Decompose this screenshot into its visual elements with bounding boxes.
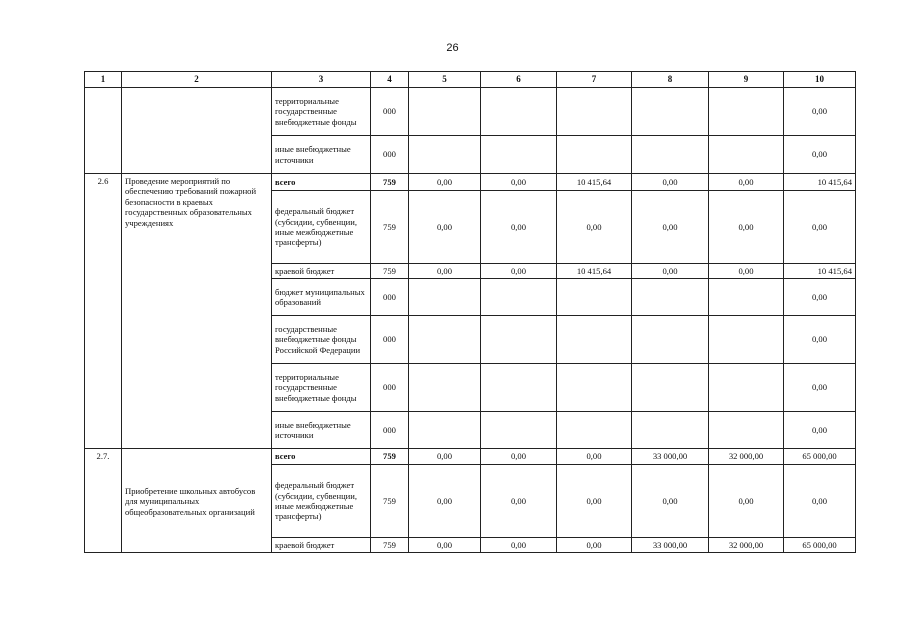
value-cell: 0,00 xyxy=(557,449,632,465)
total-cell: 0,00 xyxy=(784,279,856,316)
total-cell: 0,00 xyxy=(784,316,856,364)
value-cell: 32 000,00 xyxy=(709,538,784,553)
code-cell: 000 xyxy=(371,412,409,449)
code-cell: 759 xyxy=(371,449,409,465)
source-cell: федеральный бюджет (субсидии, субвенции, иные межбюджетные трансферты) xyxy=(272,465,371,538)
value-cell: 33 000,00 xyxy=(632,449,709,465)
total-cell: 10 415,64 xyxy=(784,174,856,191)
header-cell: 1 xyxy=(85,72,122,88)
value-cell: 0,00 xyxy=(632,191,709,264)
item-number-cell: 2.7. xyxy=(85,449,122,553)
code-cell: 759 xyxy=(371,465,409,538)
value-cell: 0,00 xyxy=(481,449,557,465)
total-cell: 65 000,00 xyxy=(784,538,856,553)
code-cell: 759 xyxy=(371,191,409,264)
total-cell: 0,00 xyxy=(784,88,856,136)
value-cell xyxy=(709,364,784,412)
source-cell: иные внебюджетные источники xyxy=(272,412,371,449)
header-cell: 6 xyxy=(481,72,557,88)
value-cell xyxy=(481,412,557,449)
value-cell: 0,00 xyxy=(481,191,557,264)
header-cell: 4 xyxy=(371,72,409,88)
total-cell: 0,00 xyxy=(784,136,856,174)
value-cell: 33 000,00 xyxy=(632,538,709,553)
total-cell: 0,00 xyxy=(784,465,856,538)
value-cell xyxy=(481,364,557,412)
value-cell: 0,00 xyxy=(709,191,784,264)
value-cell: 0,00 xyxy=(409,449,481,465)
value-cell xyxy=(557,316,632,364)
item-name-cell: Приобретение школьных автобусов для муниципальных общеобразовательных организаций xyxy=(122,449,272,553)
value-cell xyxy=(409,136,481,174)
value-cell: 10 415,64 xyxy=(557,264,632,279)
value-cell: 0,00 xyxy=(557,191,632,264)
value-cell: 0,00 xyxy=(409,174,481,191)
value-cell xyxy=(632,136,709,174)
source-cell: территориальные государственные внебюджетные фонды xyxy=(272,88,371,136)
budget-table xyxy=(84,71,856,553)
value-cell xyxy=(557,412,632,449)
header-cell: 9 xyxy=(709,72,784,88)
header-cell: 7 xyxy=(557,72,632,88)
value-cell: 0,00 xyxy=(481,174,557,191)
value-cell: 0,00 xyxy=(409,465,481,538)
value-cell xyxy=(632,88,709,136)
value-cell: 10 415,64 xyxy=(557,174,632,191)
header-cell: 5 xyxy=(409,72,481,88)
header-cell: 3 xyxy=(272,72,371,88)
total-cell: 65 000,00 xyxy=(784,449,856,465)
table-row xyxy=(85,88,856,136)
value-cell: 0,00 xyxy=(409,538,481,553)
value-cell xyxy=(709,136,784,174)
table-row xyxy=(85,449,856,465)
item-name-cell xyxy=(122,88,272,174)
source-cell: федеральный бюджет (субсидии, субвенции, иные межбюджетные трансферты) xyxy=(272,191,371,264)
code-cell: 000 xyxy=(371,316,409,364)
item-number-cell xyxy=(85,88,122,174)
value-cell xyxy=(409,364,481,412)
value-cell: 0,00 xyxy=(709,174,784,191)
value-cell xyxy=(709,412,784,449)
total-cell: 10 415,64 xyxy=(784,264,856,279)
source-cell: всего xyxy=(272,174,371,191)
source-cell: краевой бюджет xyxy=(272,264,371,279)
code-cell: 759 xyxy=(371,538,409,553)
value-cell: 0,00 xyxy=(632,465,709,538)
value-cell: 0,00 xyxy=(632,264,709,279)
value-cell: 0,00 xyxy=(481,538,557,553)
value-cell xyxy=(409,412,481,449)
item-name-cell: Проведение мероприятий по обеспечению требований пожарной безопасности в краевых государственных образовательных учреждениях xyxy=(122,174,272,449)
source-cell: краевой бюджет xyxy=(272,538,371,553)
total-cell: 0,00 xyxy=(784,364,856,412)
value-cell: 0,00 xyxy=(557,465,632,538)
value-cell xyxy=(557,136,632,174)
value-cell: 0,00 xyxy=(409,191,481,264)
header-cell: 10 xyxy=(784,72,856,88)
source-cell: бюджет муниципальных образований xyxy=(272,279,371,316)
value-cell xyxy=(632,412,709,449)
value-cell: 0,00 xyxy=(481,465,557,538)
value-cell xyxy=(481,279,557,316)
value-cell xyxy=(557,88,632,136)
value-cell xyxy=(409,316,481,364)
value-cell: 0,00 xyxy=(409,264,481,279)
source-cell: государственные внебюджетные фонды Российской Федерации xyxy=(272,316,371,364)
value-cell: 32 000,00 xyxy=(709,449,784,465)
source-cell: всего xyxy=(272,449,371,465)
value-cell: 0,00 xyxy=(481,264,557,279)
table-row xyxy=(85,174,856,191)
value-cell xyxy=(632,316,709,364)
value-cell xyxy=(709,316,784,364)
header-cell: 8 xyxy=(632,72,709,88)
header-cell: 2 xyxy=(122,72,272,88)
value-cell: 0,00 xyxy=(709,264,784,279)
code-cell: 759 xyxy=(371,264,409,279)
value-cell xyxy=(481,136,557,174)
value-cell: 0,00 xyxy=(557,538,632,553)
value-cell xyxy=(557,364,632,412)
value-cell xyxy=(557,279,632,316)
code-cell: 759 xyxy=(371,174,409,191)
value-cell xyxy=(409,88,481,136)
code-cell: 000 xyxy=(371,364,409,412)
value-cell xyxy=(409,279,481,316)
header-row xyxy=(85,72,856,88)
total-cell: 0,00 xyxy=(784,191,856,264)
value-cell xyxy=(709,279,784,316)
code-cell: 000 xyxy=(371,88,409,136)
value-cell xyxy=(632,364,709,412)
source-cell: территориальные государственные внебюджетные фонды xyxy=(272,364,371,412)
value-cell xyxy=(709,88,784,136)
code-cell: 000 xyxy=(371,279,409,316)
source-cell: иные внебюджетные источники xyxy=(272,136,371,174)
value-cell: 0,00 xyxy=(632,174,709,191)
total-cell: 0,00 xyxy=(784,412,856,449)
item-number-cell: 2.6 xyxy=(85,174,122,449)
value-cell: 0,00 xyxy=(709,465,784,538)
value-cell xyxy=(481,88,557,136)
value-cell xyxy=(632,279,709,316)
code-cell: 000 xyxy=(371,136,409,174)
page-number: 26 xyxy=(446,42,459,54)
value-cell xyxy=(481,316,557,364)
